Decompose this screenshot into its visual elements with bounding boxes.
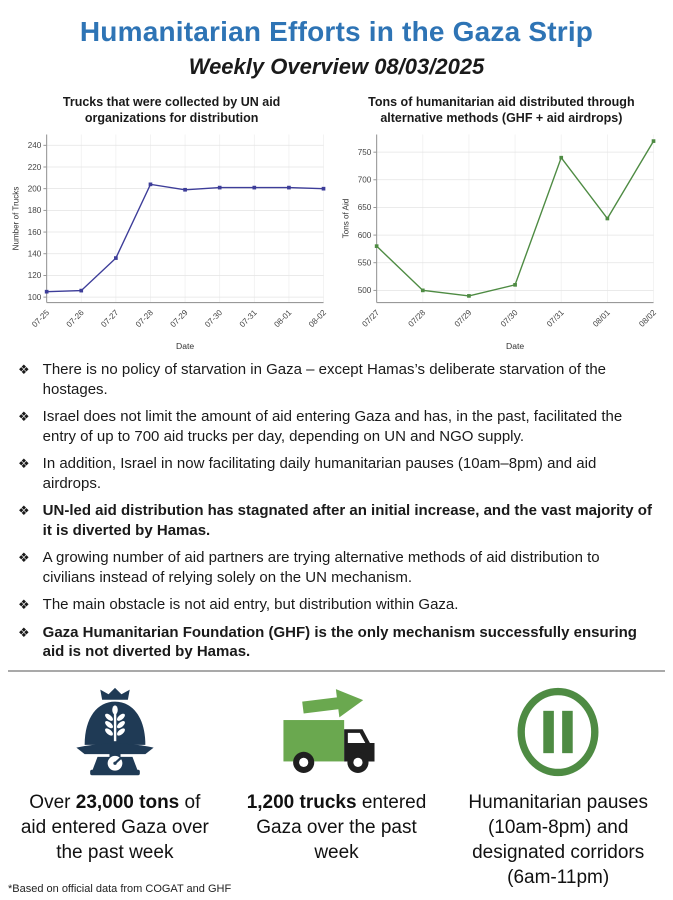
svg-text:500: 500 (357, 286, 372, 296)
svg-text:08/02: 08/02 (637, 308, 658, 329)
key-point (18, 501, 653, 540)
svg-text:Number of Trucks: Number of Trucks (11, 186, 21, 251)
trucks-stat-card (226, 686, 448, 866)
pauses-stat-card (447, 686, 669, 891)
aid-tons-line-chart (340, 128, 663, 352)
key-points-list (0, 360, 673, 662)
svg-text:07-26: 07-26 (64, 308, 86, 330)
diamond-bullet-icon: ❖ (18, 550, 30, 566)
svg-text:140: 140 (27, 249, 42, 259)
svg-text:Date: Date (505, 340, 524, 351)
key-point-text: In addition, Israel in now facilitating daily humanitarian pauses (10am–8pm) and aid airdrops. (42, 455, 597, 492)
svg-text:120: 120 (27, 271, 42, 281)
page-title: Humanitarian Efforts in the Gaza Strip (79, 16, 594, 47)
svg-text:200: 200 (27, 184, 42, 194)
key-point-text: A growing number of aid partners are trying alternative methods of aid distribution to civilians instead of relying solely on the UN mechanism. (42, 549, 600, 586)
key-point-text: Israel does not limit the amount of aid entering Gaza and has, in the past, facilitated the entry of up to 700 aid trucks per day, depending on UN and NGO supply. (42, 408, 623, 445)
svg-text:240: 240 (27, 141, 42, 151)
trucks-chart-title: Trucks that were collected by UN aid organizations for distribution (62, 94, 281, 125)
truck-icon (277, 686, 397, 778)
key-point (18, 548, 653, 587)
svg-text:750: 750 (357, 147, 372, 157)
svg-text:07-27: 07-27 (99, 308, 121, 330)
svg-text:07/31: 07/31 (544, 308, 566, 329)
svg-text:700: 700 (357, 175, 372, 185)
pauses-stat-caption: Humanitarian pauses (10am-8pm) and designated corridors (6am-11pm) (468, 791, 648, 889)
key-point (18, 407, 653, 446)
svg-text:650: 650 (357, 203, 372, 213)
source-footnote: *Based on official data from COGAT and GHF (8, 883, 232, 895)
key-point (18, 454, 653, 493)
key-point-text: There is no policy of starvation in Gaza – except Hamas’s deliberate starvation of the hostages. (42, 361, 607, 398)
svg-text:220: 220 (27, 162, 42, 172)
svg-text:07/28: 07/28 (406, 308, 428, 329)
svg-text:07-31: 07-31 (237, 308, 259, 330)
svg-text:08-02: 08-02 (307, 308, 328, 330)
diamond-bullet-icon: ❖ (18, 624, 30, 640)
aid-tons-chart (340, 88, 663, 352)
trucks-line-chart (10, 128, 333, 352)
diamond-bullet-icon: ❖ (18, 503, 30, 519)
diamond-bullet-icon: ❖ (18, 409, 30, 425)
key-point (18, 595, 653, 615)
svg-text:Date: Date (175, 340, 195, 351)
svg-text:08/01: 08/01 (590, 308, 612, 329)
svg-text:07-28: 07-28 (133, 308, 155, 330)
svg-text:600: 600 (357, 230, 372, 240)
key-point (18, 360, 653, 399)
svg-text:180: 180 (27, 206, 42, 216)
aid-scale-icon (69, 686, 161, 778)
key-point (18, 623, 653, 662)
svg-text:07-29: 07-29 (168, 308, 190, 330)
svg-text:Tons of Aid: Tons of Aid (341, 198, 351, 239)
svg-text:07/27: 07/27 (360, 308, 381, 329)
summary-stats-row (0, 672, 673, 891)
key-point-text: The main obstacle is not aid entry, but distribution within Gaza. (42, 596, 459, 614)
aid-tons-stat-card (4, 686, 226, 866)
diamond-bullet-icon: ❖ (18, 456, 30, 472)
trucks-chart (10, 88, 333, 352)
svg-text:08-01: 08-01 (272, 308, 294, 330)
key-point-text: Gaza Humanitarian Foundation (GHF) is the only mechanism successfully ensuring aid is not diverted by Hamas. (42, 623, 637, 661)
aid-tons-stat-caption: Over 23,000 tons of aid entered Gaza over the past week (20, 791, 209, 864)
trucks-stat-caption: 1,200 trucks entered Gaza over the past week (246, 791, 427, 864)
svg-text:550: 550 (357, 258, 372, 268)
svg-text:07/29: 07/29 (452, 308, 474, 329)
svg-text:07-25: 07-25 (30, 308, 52, 330)
svg-text:100: 100 (27, 292, 42, 302)
page-subtitle: Weekly Overview 08/03/2025 (188, 54, 485, 79)
key-point-text: UN-led aid distribution has stagnated after an initial increase, and the vast majority of it is diverted by Hamas. (42, 502, 652, 539)
diamond-bullet-icon: ❖ (18, 597, 30, 613)
svg-text:07/30: 07/30 (498, 308, 520, 329)
pause-icon (512, 686, 604, 778)
diamond-bullet-icon: ❖ (18, 362, 30, 378)
charts-row (0, 88, 673, 352)
aid-tons-chart-title: Tons of humanitarian aid distributed through alternative methods (GHF + aid airdrops) (368, 94, 635, 125)
svg-text:160: 160 (27, 227, 42, 237)
svg-text:07-30: 07-30 (203, 308, 225, 330)
